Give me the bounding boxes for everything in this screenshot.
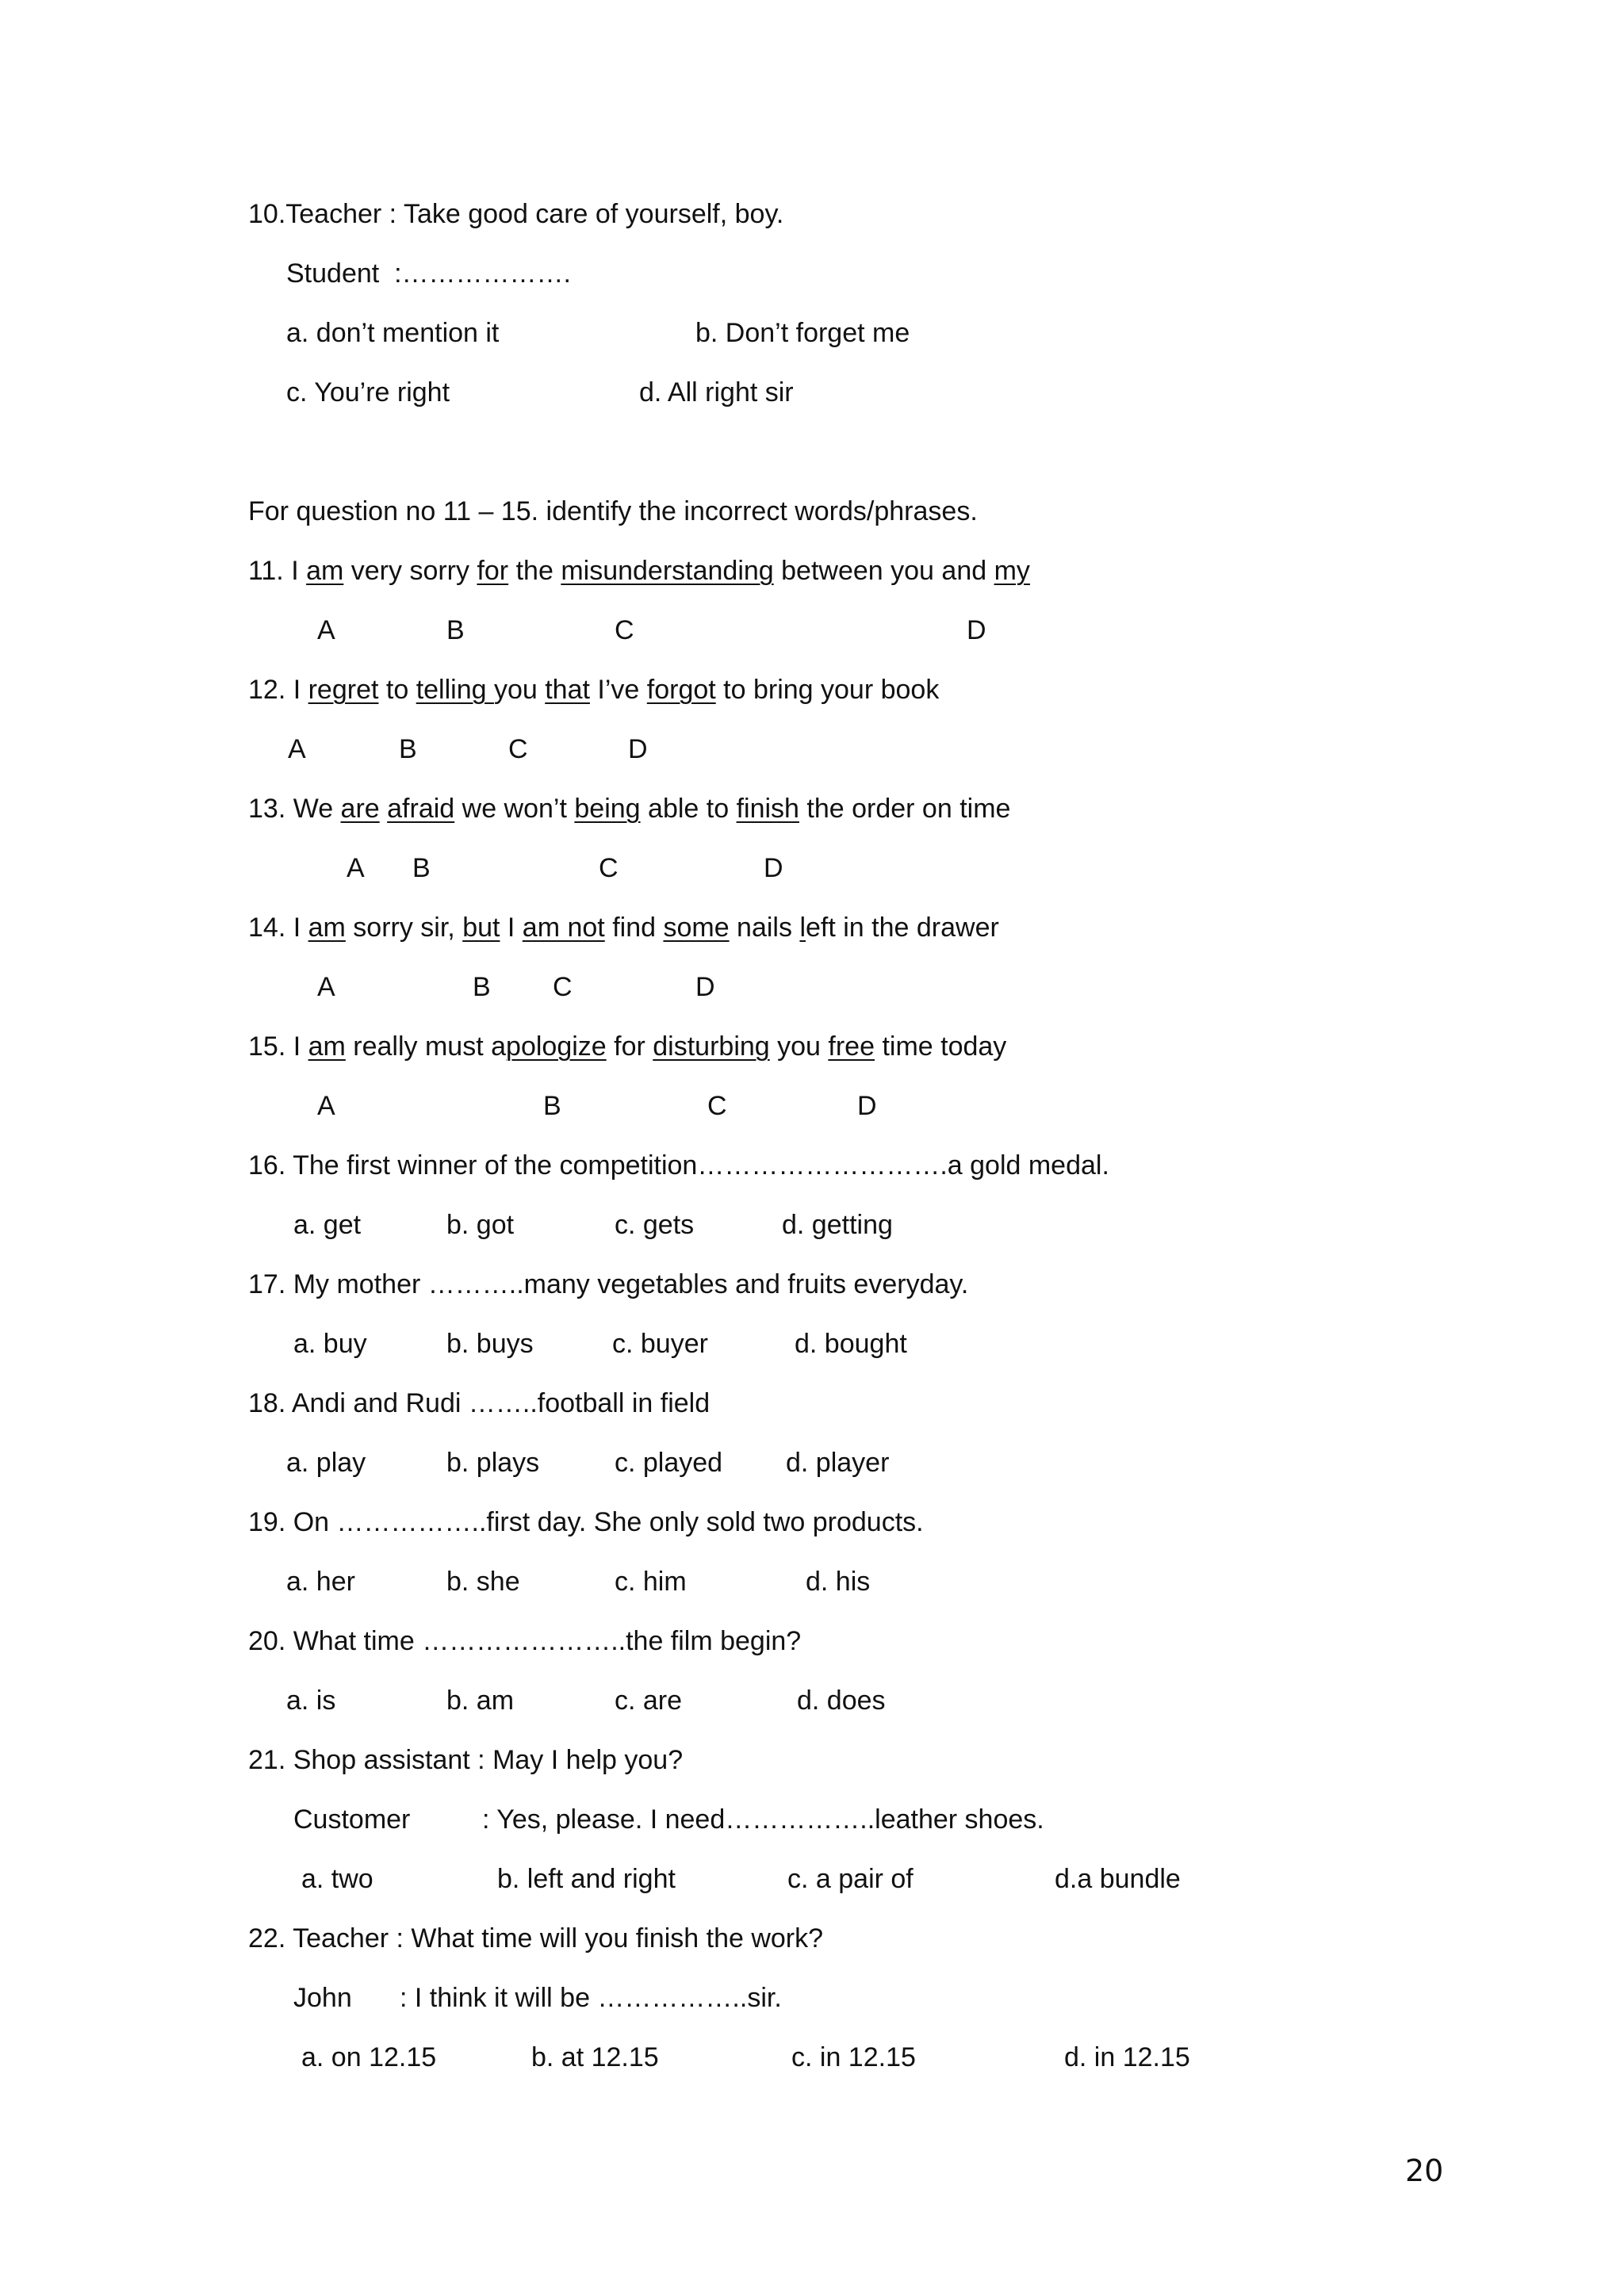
q18-option-d: d. player — [786, 1448, 890, 1478]
q14-underlined-c: am not — [522, 913, 605, 943]
q11-text: between you and — [773, 556, 994, 586]
q18-option-c: c. played — [615, 1448, 723, 1478]
q15-letter-d: D — [857, 1091, 877, 1121]
q12-underlined-b: telling — [416, 675, 494, 705]
q13-underlined-a: are — [340, 794, 380, 824]
q19-option-d: d. his — [806, 1567, 871, 1597]
q13-letter-d: D — [764, 853, 783, 883]
q20-prompt: 20. What time …………………..the film begin? — [248, 1626, 802, 1656]
q15-letter-b: B — [543, 1091, 561, 1121]
q14-text: sorry sir, — [345, 913, 463, 943]
q16-option-d: d. getting — [782, 1210, 893, 1240]
q12-sentence — [248, 674, 939, 706]
q12-letter-c: C — [508, 734, 528, 764]
q18-prompt: 18. Andi and Rudi ……..football in field — [248, 1388, 710, 1418]
q21-customer-label: Customer — [293, 1804, 411, 1835]
q22-option-c: c. in 12.15 — [791, 2042, 916, 2072]
q13-text: we won’t — [454, 794, 575, 824]
q11-letter-b: B — [446, 615, 465, 645]
q11-letter-a: A — [317, 615, 335, 645]
q19-option-a: a. her — [286, 1567, 355, 1597]
q10-option-c: c. You’re right — [286, 377, 450, 408]
q13-underlined-c: being — [574, 794, 641, 824]
q12-text: 12. I — [248, 675, 308, 705]
q20-option-a: a. is — [286, 1686, 336, 1716]
q11-underlined-a: am — [306, 556, 344, 586]
q19-option-c: c. him — [615, 1567, 687, 1597]
q10-option-a: a. don’t mention it — [286, 318, 500, 348]
q12-text: to bring your book — [715, 675, 940, 705]
q14-underlined-a: am — [308, 913, 346, 943]
q14-text: eft in the drawer — [806, 913, 999, 943]
q14-letter-c: C — [553, 972, 573, 1002]
q10-student-line: Student :………………. — [286, 258, 571, 289]
q15-text: you — [769, 1031, 829, 1062]
q13-letter-a: A — [347, 853, 365, 883]
q14-underlined-extra: l — [799, 913, 806, 943]
q18-option-b: b. plays — [446, 1448, 540, 1478]
q11-underlined-b: for — [477, 556, 509, 586]
q16-option-a: a. get — [293, 1210, 362, 1240]
q22-john-label: John — [293, 1983, 352, 2013]
q11-sentence — [248, 555, 1030, 587]
q14-sentence — [248, 912, 999, 943]
q11-letter-c: C — [615, 615, 634, 645]
q15-underlined-d: free — [828, 1031, 875, 1062]
q20-option-d: d. does — [797, 1686, 886, 1716]
q17-prompt: 17. My mother ………..many vegetables and fruits everyday. — [248, 1269, 969, 1299]
q13-text: 13. We — [248, 794, 341, 824]
q19-option-b: b. she — [446, 1567, 520, 1597]
q15-text: for — [606, 1031, 653, 1062]
q21-option-b: b. left and right — [497, 1864, 676, 1894]
q11-underlined-c: misunderstanding — [561, 556, 774, 586]
q14-text: find — [604, 913, 664, 943]
q11-text: the — [508, 556, 561, 586]
q14-text: I — [500, 913, 523, 943]
q21-option-a: a. two — [301, 1864, 373, 1894]
q18-option-a: a. play — [286, 1448, 366, 1478]
q15-letter-a: A — [317, 1091, 335, 1121]
q14-letter-d: D — [695, 972, 715, 1002]
q12-underlined-c: that — [545, 675, 590, 705]
q12-letter-b: B — [399, 734, 417, 764]
q19-prompt: 19. On ……………..first day. She only sold two products. — [248, 1507, 924, 1537]
q12-text: you — [493, 675, 546, 705]
section-instruction: For question no 11 – 15. identify the incorrect words/phrases. — [248, 496, 978, 526]
q13-text: the order on time — [799, 794, 1011, 824]
q13-text — [380, 794, 387, 824]
q22-option-a: a. on 12.15 — [301, 2042, 437, 2072]
page-number: 20 — [1405, 2153, 1444, 2188]
q14-text: 14. I — [248, 913, 308, 943]
q22-option-d: d. in 12.15 — [1064, 2042, 1190, 2072]
q13-sentence — [248, 793, 1010, 825]
q13-letter-c: C — [599, 853, 619, 883]
q21-customer-text: : Yes, please. I need……………..leather shoes. — [482, 1804, 1044, 1835]
q22-john-text: : I think it will be ……………..sir. — [400, 1983, 782, 2013]
q10-option-d: d. All right sir — [639, 377, 794, 408]
q16-prompt: 16. The first winner of the competition……………………….a gold medal. — [248, 1150, 1109, 1181]
q16-option-c: c. gets — [615, 1210, 695, 1240]
q14-underlined-d: some — [663, 913, 730, 943]
q15-underlined-b: pologize — [506, 1031, 607, 1062]
q21-option-c: c. a pair of — [787, 1864, 914, 1894]
q12-underlined-d: forgot — [646, 675, 716, 705]
q13-underlined-b: afraid — [387, 794, 455, 824]
q14-text: nails — [729, 913, 800, 943]
q15-letter-c: C — [707, 1091, 727, 1121]
q13-letter-b: B — [412, 853, 431, 883]
q11-letter-d: D — [967, 615, 986, 645]
q17-option-a: a. buy — [293, 1329, 367, 1359]
q12-letter-d: D — [628, 734, 648, 764]
q17-option-c: c. buyer — [612, 1329, 708, 1359]
q21-prompt: 21. Shop assistant : May I help you? — [248, 1745, 684, 1775]
q20-option-b: b. am — [446, 1686, 515, 1716]
q12-text: I’ve — [589, 675, 647, 705]
q14-letter-a: A — [317, 972, 335, 1002]
q21-option-d: d.a bundle — [1055, 1864, 1181, 1894]
q13-underlined-d: finish — [736, 794, 799, 824]
q10-prompt: 10.Teacher : Take good care of yourself, boy. — [248, 199, 784, 229]
q22-prompt: 22. Teacher : What time will you finish the work? — [248, 1923, 824, 1954]
q12-letter-a: A — [288, 734, 306, 764]
q15-text: time today — [875, 1031, 1007, 1062]
q11-underlined-d: my — [994, 556, 1030, 586]
q15-text: really must a — [345, 1031, 507, 1062]
q11-text: 11. I — [248, 556, 307, 586]
q15-underlined-a: am — [308, 1031, 346, 1062]
q15-text: 15. I — [248, 1031, 308, 1062]
q10-option-b: b. Don’t forget me — [695, 318, 910, 348]
q11-text: very sorry — [343, 556, 477, 586]
q17-option-b: b. buys — [446, 1329, 534, 1359]
q16-option-b: b. got — [446, 1210, 515, 1240]
q12-underlined-a: regret — [308, 675, 379, 705]
q14-letter-b: B — [473, 972, 491, 1002]
q22-option-b: b. at 12.15 — [531, 2042, 659, 2072]
q20-option-c: c. are — [615, 1686, 683, 1716]
q15-underlined-c: disturbing — [653, 1031, 770, 1062]
q14-underlined-b: but — [462, 913, 500, 943]
q13-text: able to — [640, 794, 737, 824]
q17-option-d: d. bought — [795, 1329, 907, 1359]
q12-text: to — [378, 675, 416, 705]
q15-sentence — [248, 1031, 1006, 1062]
